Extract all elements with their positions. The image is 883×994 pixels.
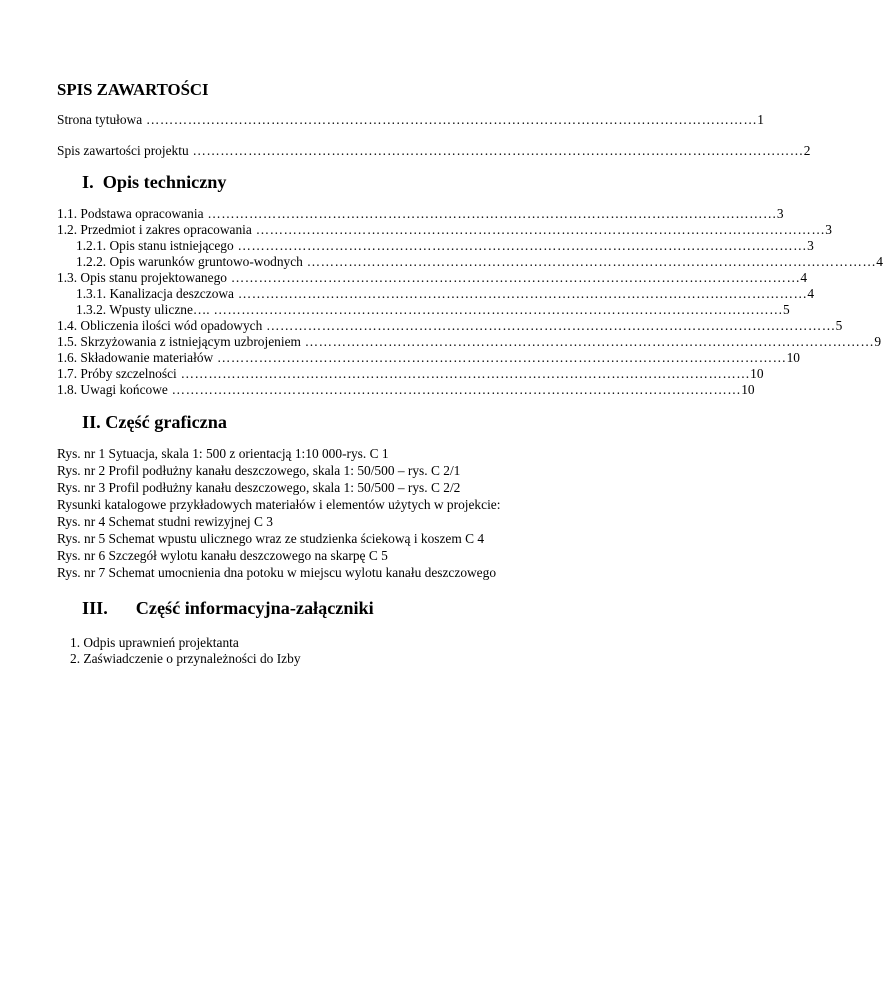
toc-page-number: 3 [825, 222, 832, 237]
drawing-list-item: Rys. nr 2 Profil podłużny kanału deszczowego, skala 1: 50/500 – rys. C 2/1 [57, 463, 461, 478]
toc-entry [57, 334, 882, 350]
drawing-list-item: Rys. nr 7 Schemat umocnienia dna potoku w miejscu wylotu kanału deszczowego [57, 565, 497, 580]
toc-entry [57, 206, 784, 222]
toc-entry-label: 1.7. Próby szczelności [57, 366, 177, 381]
section-heading-technical [82, 172, 227, 193]
toc-leader-dots: …………………………………………………………………………………………………………… [226, 270, 801, 285]
toc-entry [57, 382, 755, 398]
toc-entry-label: 1.6. Składowanie materiałów [57, 350, 214, 365]
toc-leader-dots: …………………………………………………………………………………………………………… [167, 382, 742, 397]
toc-entry [76, 238, 814, 254]
toc-entry-label: 1.2. Przedmiot i zakres opracowania [57, 222, 252, 237]
toc-entry-label: 1.3. Opis stanu projektowanego [57, 270, 227, 285]
toc-page-number: 2 [803, 143, 811, 158]
section-heading-informational [82, 598, 374, 619]
toc-page-number: 4 [807, 286, 815, 301]
toc-entry-label: 1.1. Podstawa opracowania [57, 206, 204, 221]
toc-leader-dots: …………………………………………………………………………………………………………………… [142, 112, 758, 127]
toc-leader-dots: …………………………………………………………………………………………………………… [234, 286, 808, 301]
toc-entry-label: 1.8. Uwagi końcowe [57, 382, 168, 397]
drawing-list-item: Rys. nr 5 Schemat wpustu ulicznego wraz ze studzienka ściekową i koszem C 4 [57, 531, 485, 546]
section-numeral: I. [82, 172, 94, 192]
toc-entry [57, 350, 800, 366]
toc-entry-label: 1.3.1. Kanalizacja deszczowa [76, 286, 235, 301]
toc-page-number: 5 [835, 318, 843, 333]
toc-entry-label: 1.5. Skrzyżowania z istniejącym uzbrojeniem [57, 334, 301, 349]
toc-entry [57, 222, 832, 238]
toc-entry [57, 270, 808, 286]
toc-leader-dots: …………………………………………………………………………………………………………… [176, 366, 751, 381]
toc-leader-dots: …………………………………………………………………………………………………………… [300, 334, 875, 349]
attachment-list-item: 2. Zaświadczenie o przynależności do Izby [70, 651, 301, 666]
toc-page-number: 10 [750, 366, 764, 381]
section-heading-graphic: II. Część graficzna [82, 412, 227, 432]
toc-page-number: 3 [807, 238, 814, 253]
document-title: SPIS ZAWARTOŚCI [57, 80, 209, 99]
section-title: Opis techniczny [102, 172, 227, 192]
toc-leader-dots: …………………………………………………………………………………………………………… [302, 254, 877, 269]
toc-leader-dots: …………………………………………………………………………………………………………… [233, 238, 808, 253]
toc-entry [57, 318, 843, 334]
toc-entry-label: 1.2.2. Opis warunków gruntowo-wodnych [76, 254, 303, 269]
toc-entry-label: Spis zawartości projektu [57, 143, 189, 158]
drawing-list-item: Rys. nr 6 Szczegół wylotu kanału deszczowego na skarpę C 5 [57, 548, 388, 563]
toc-entry [76, 302, 790, 318]
toc-leader-dots: …………………………………………………………………………………………………………… [251, 222, 826, 237]
drawing-list-item: Rys. nr 4 Schemat studni rewizyjnej C 3 [57, 514, 273, 529]
toc-leader-dots: …………………………………………………………………………………………………………… [209, 302, 784, 317]
toc-page-number: 10 [786, 350, 800, 365]
toc-entry-label: Strona tytułowa [57, 112, 143, 127]
toc-leader-dots: …………………………………………………………………………………………………………… [262, 318, 836, 333]
toc-page-number: 10 [741, 382, 755, 397]
drawing-list-item: Rys. nr 1 Sytuacja, skala 1: 500 z orientacją 1:10 000-rys. C 1 [57, 446, 389, 461]
toc-entry-title-page [57, 112, 764, 128]
toc-leader-dots: …………………………………………………………………………………………………………… [213, 350, 787, 365]
toc-entry [57, 366, 764, 382]
toc-page-number: 9 [874, 334, 882, 349]
drawing-list-item: Rysunki katalogowe przykładowych materiałów i elementów użytych w projekcie: [57, 497, 501, 512]
attachment-list-item: 1. Odpis uprawnień projektanta [70, 635, 239, 650]
drawing-list-item: Rys. nr 3 Profil podłużny kanału deszczowego, skala 1: 50/500 – rys. C 2/2 [57, 480, 461, 495]
toc-page-number: 4 [800, 270, 808, 285]
toc-entry-label: 1.2.1. Opis stanu istniejącego [76, 238, 234, 253]
toc-page-number: 5 [783, 302, 790, 317]
toc-leader-dots: …………………………………………………………………………………………………………………… [188, 143, 804, 158]
toc-leader-dots: …………………………………………………………………………………………………………… [203, 206, 777, 221]
toc-page-number: 3 [776, 206, 784, 221]
section-title: Część informacyjna-załączniki [135, 598, 374, 618]
toc-page-number: 1 [757, 112, 764, 127]
toc-entry [76, 286, 815, 302]
toc-page-number: 4 [876, 254, 883, 269]
toc-entry-contents [57, 143, 811, 159]
toc-entry [76, 254, 883, 270]
toc-entry-label: 1.4. Obliczenia ilości wód opadowych [57, 318, 263, 333]
toc-entry-label: 1.3.2. Wpusty uliczne…. [76, 302, 210, 317]
section-numeral: III. [82, 598, 108, 618]
